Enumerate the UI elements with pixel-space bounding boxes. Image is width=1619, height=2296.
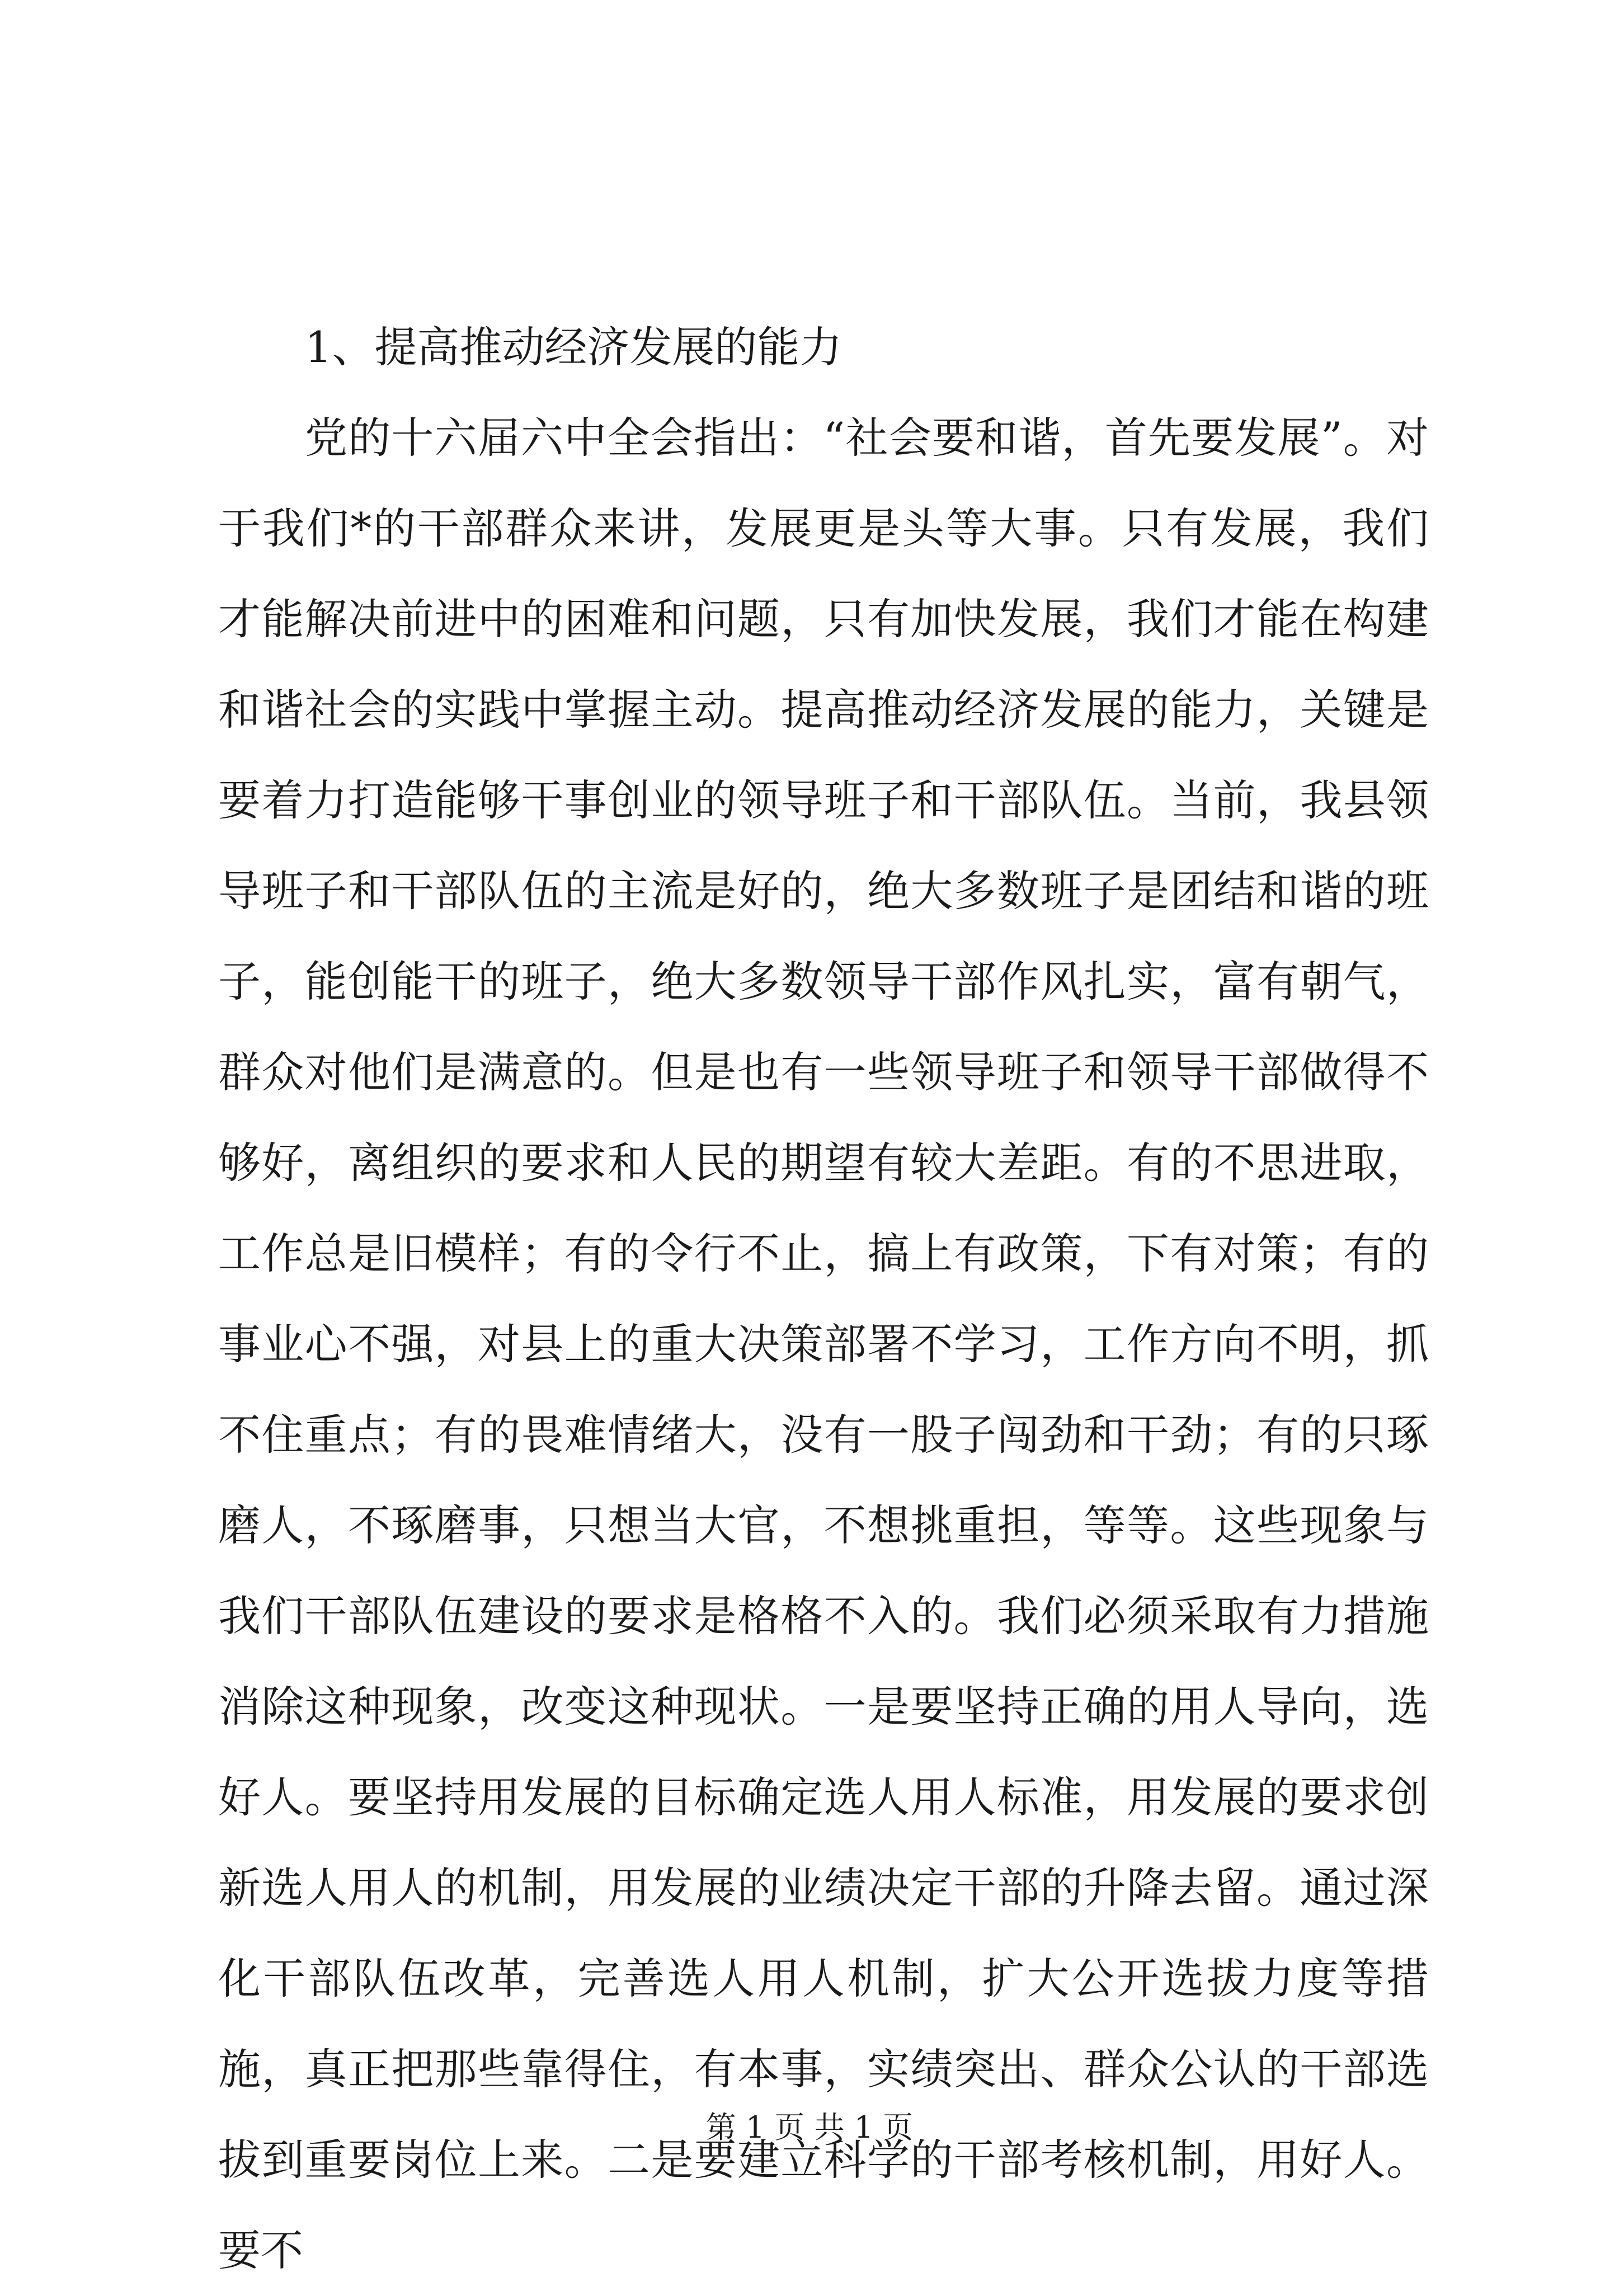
section-heading: 1、提高推动经济发展的能力 xyxy=(305,322,843,372)
body-paragraph: 党的十六届六中全会指出：“社会要和谐，首先要发展”。对于我们*的干部群众来讲，发展更是头等大事。只有发展，我们才能解决前进中的困难和问题，只有加快发展，我们才能在构建和谐社会的实践中掌握主动。提高推动经济发展的能力，关键是要着力打造能够干事创业的领导班子和干部队伍。当前，我县领导班子和干部队伍的主流是好的，绝大多数班子是团结和谐的班子，能创能干的班子，绝大多数领导干部作风扎实，富有朝气，群众对他们是满意的。但是也有一些领导班子和领导干部做得不够好，离组织的要求和人民的期望有较大差距。有的不思进取，工作总是旧模样；有的令行不止，搞上有政策，下有对策；有的事业心不强，对县上的重大决策部署不学习，工作方向不明，抓不住重点；有的畏难情绪大，没有一股子闯劲和干劲；有的只琢磨人，不琢磨事，只想当大官，不想挑重担，等等。这些现象与我们干部队伍建设的要求是格格不入的。我们必须采取有力措施消除这种现象，改变这种现状。一是要坚持正确的用人导向，选好人。要坚持用发展的目标确定选人用人标准，用发展的要求创新选人用人的机制，用发展的业绩决定干部的升降去留。通过深化干部队伍改革，完善选人用人机制，扩大公开选拔力度等措施，真正把那些靠得住，有本事，实绩突出、群众公认的干部选拔到重要岗位上来。二是要建立科学的干部考核机制，用好人。要不 xyxy=(218,413,1429,2275)
document-body xyxy=(218,302,1429,2296)
page-footer: 第 1 页 共 1 页 xyxy=(705,2110,914,2145)
